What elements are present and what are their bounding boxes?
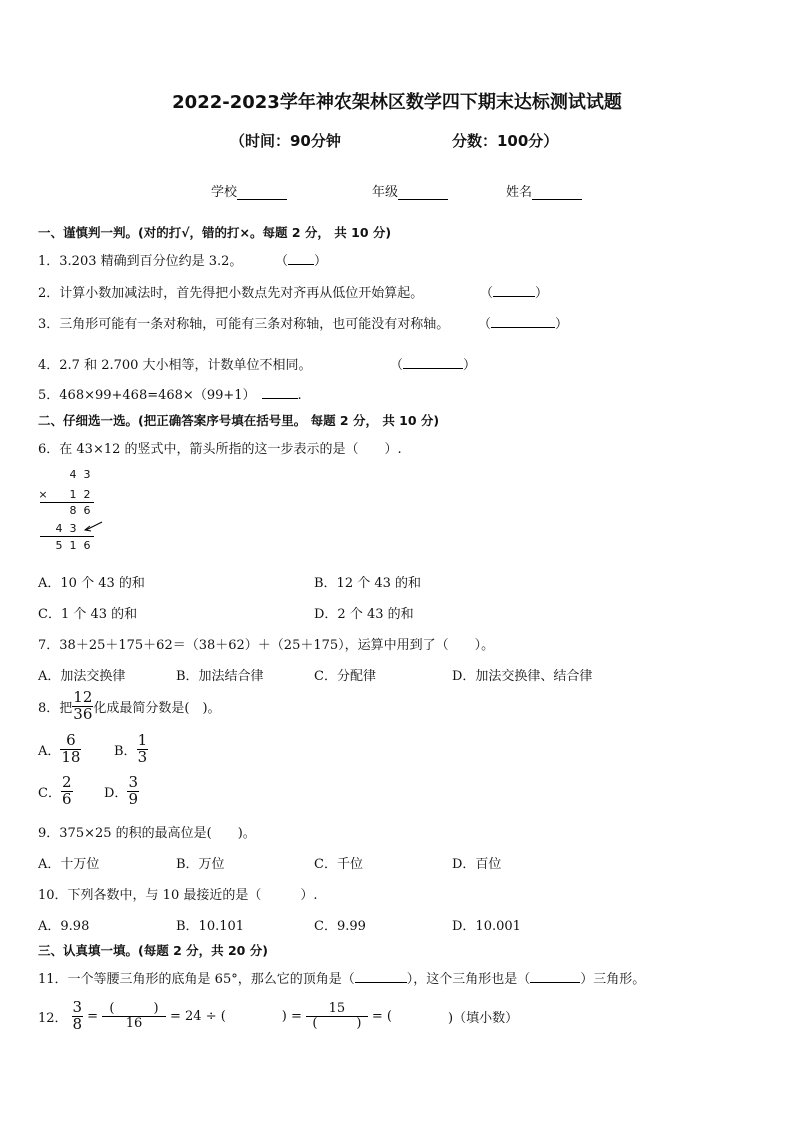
question-4: [38, 354, 312, 373]
question-4-answer[interactable]: [390, 354, 476, 373]
digit: 3: [83, 468, 91, 481]
answer-blank[interactable]: [530, 969, 580, 983]
grade-label: 年级: [372, 185, 399, 200]
paren-left: （: [390, 358, 404, 373]
name-label: 姓名: [506, 185, 533, 200]
denominator: 16: [125, 1015, 143, 1031]
page-title: 2022-2023学年神农架林区数学四下期末达标测试试题: [172, 92, 622, 113]
fraction: [137, 733, 149, 766]
option-10c[interactable]: C．9.99: [314, 919, 366, 934]
section-1-heading: 一、谨慎判一判。(对的打√，错的打×。每题 2 分， 共 10 分): [38, 225, 392, 240]
question-9-text: 9．375×25 的积的最高位是( )。: [38, 826, 256, 841]
digit: 6: [83, 504, 91, 517]
fraction: [61, 775, 73, 808]
option-7b[interactable]: B．加法结合律: [176, 669, 264, 684]
denominator: 6: [61, 789, 72, 808]
question-8: [38, 690, 221, 723]
option-9d[interactable]: D．百位: [452, 857, 502, 872]
question-3: [38, 313, 449, 332]
fraction[interactable]: [102, 1002, 166, 1030]
answer-blank[interactable]: [403, 355, 463, 369]
answer-blank[interactable]: [288, 251, 314, 265]
option-10b[interactable]: B．10.101: [176, 919, 245, 934]
digit: 4: [55, 522, 63, 535]
question-3-answer[interactable]: [478, 313, 568, 332]
question-11-text: 11．一个等腰三角形的底角是 65°，那么它的顶角是（: [38, 972, 355, 987]
vertical-multiplication: [38, 468, 118, 554]
question-1-answer[interactable]: [275, 250, 327, 269]
question-1-text: 1．3.203 精确到百分位约是 3.2。: [38, 254, 243, 269]
numerator: 1: [137, 731, 148, 749]
equals-text: = (: [371, 1008, 393, 1024]
option-8c[interactable]: [38, 775, 73, 808]
equals-text: ) =: [281, 1008, 302, 1024]
grade-field[interactable]: [372, 181, 448, 200]
school-field[interactable]: [211, 181, 287, 200]
arrow-icon: [82, 520, 104, 534]
question-2: [38, 282, 423, 301]
question-12-label: 12．: [38, 1010, 68, 1026]
denominator: 9: [128, 789, 138, 808]
numerator: 15: [328, 1001, 346, 1017]
exam-score: 分数：100分）: [452, 132, 559, 150]
section-3-heading: 三、认真填一填。(每题 2 分，共 20 分): [38, 943, 268, 958]
numerator: 6: [66, 731, 76, 749]
paren-right: ）: [314, 254, 328, 269]
fraction: [72, 1000, 84, 1033]
question-2-text: 2．计算小数加减法时，首先得把小数点先对齐再从低位开始算起。: [38, 286, 424, 301]
option-9b[interactable]: B．万位: [176, 857, 225, 872]
paren-right: ）: [535, 286, 549, 301]
digit: 5: [55, 539, 63, 552]
answer-blank[interactable]: [493, 283, 535, 297]
question-7-text: 7．38＋25＋175＋62＝（38＋62）＋（25＋175），运算中用到了（ ）。: [38, 638, 495, 653]
option-6a[interactable]: A．10 个 43 的和: [38, 576, 145, 591]
option-6c[interactable]: C．1 个 43 的和: [38, 607, 138, 622]
fraction: [127, 775, 139, 808]
paren-left: （: [478, 317, 492, 332]
paren-right: ）: [555, 317, 569, 332]
name-blank[interactable]: [532, 185, 582, 200]
question-2-answer[interactable]: [480, 282, 548, 301]
rule-line: [40, 536, 94, 537]
digit: 3: [69, 522, 77, 535]
fraction[interactable]: [306, 1002, 368, 1030]
option-7a[interactable]: A．加法交换律: [38, 669, 126, 684]
question-11-text: ），这个三角形也是（: [406, 972, 531, 987]
question-3-text: 3．三角形可能有一条对称轴，可能有三条对称轴，也可能没有对称轴。: [38, 317, 450, 332]
name-field[interactable]: [506, 181, 582, 200]
fraction: [72, 690, 93, 723]
exam-time: （时间：90分钟: [230, 132, 341, 150]
option-8b[interactable]: [114, 733, 148, 766]
numerator: 3: [72, 998, 83, 1016]
option-8a[interactable]: [38, 733, 81, 766]
multiply-sign: ×: [38, 488, 48, 501]
digit: 1: [69, 488, 77, 501]
denominator: 3: [137, 747, 148, 766]
digit: 8: [69, 504, 77, 517]
rule-line: [40, 502, 94, 503]
fraction: [60, 733, 81, 766]
question-11-text: ）三角形。: [580, 972, 646, 987]
numerator: 2: [61, 773, 72, 791]
digit: 6: [83, 539, 91, 552]
question-10-text: 10．下列各数中，与 10 最接近的是（ ）.: [38, 888, 318, 903]
option-7d[interactable]: D．加法交换律、结合律: [452, 669, 593, 684]
question-4-text: 4．2.7 和 2.700 大小相等，计数单位不相同。: [38, 358, 312, 373]
paren-left: （: [275, 254, 289, 269]
question-8-post: 化成最简分数是( )。: [93, 700, 221, 716]
denominator: 36: [73, 704, 93, 723]
numerator-blank[interactable]: ( ): [109, 1001, 159, 1017]
section-2-heading: 二、仔细选一选。(把正确答案序号填在括号里。 每题 2 分， 共 10 分): [38, 413, 440, 428]
option-label: C．: [38, 785, 61, 801]
grade-blank[interactable]: [398, 185, 448, 200]
question-12: [38, 1000, 518, 1033]
paren-right: ）: [463, 358, 477, 373]
option-label: A．: [38, 743, 61, 759]
school-label: 学校: [211, 185, 238, 200]
question-5: [38, 384, 302, 403]
division-text: = 24 ÷ (: [170, 1008, 226, 1024]
option-label: B．: [114, 743, 137, 759]
option-label: D．: [104, 785, 128, 801]
question-6-text: 6．在 43×12 的竖式中，箭头所指的这一步表示的是（ ）.: [38, 442, 402, 457]
digit: 1: [69, 539, 77, 552]
option-10a[interactable]: A．9.98: [38, 919, 90, 934]
equals-sign: =: [87, 1008, 98, 1024]
numerator: 3: [128, 773, 138, 791]
denominator: 18: [61, 747, 81, 766]
option-10d[interactable]: D．10.001: [452, 919, 521, 934]
school-blank[interactable]: [237, 185, 287, 200]
option-8d[interactable]: [104, 775, 139, 808]
decimal-note: )（填小数）: [448, 1010, 519, 1026]
option-6b[interactable]: B．12 个 43 的和: [314, 576, 422, 591]
option-9c[interactable]: C．千位: [314, 857, 363, 872]
option-7c[interactable]: C．分配律: [314, 669, 376, 684]
digit: 4: [69, 468, 77, 481]
question-11: [38, 968, 645, 987]
numerator: 12: [73, 688, 93, 706]
denominator: 8: [72, 1014, 83, 1033]
paren-left: （: [480, 286, 494, 301]
option-9a[interactable]: A．十万位: [38, 857, 100, 872]
answer-blank[interactable]: [491, 314, 555, 328]
answer-blank[interactable]: [355, 969, 407, 983]
question-5-tail: .: [297, 388, 302, 403]
question-5-text: 5．468×99+468=468×（99+1）: [38, 388, 256, 403]
question-8-pre: 8．把: [38, 700, 73, 716]
answer-blank[interactable]: [262, 385, 298, 399]
question-1: [38, 250, 242, 269]
denominator-blank[interactable]: ( ): [312, 1015, 362, 1031]
option-6d[interactable]: D．2 个 43 的和: [314, 607, 414, 622]
digit: 2: [83, 488, 91, 501]
